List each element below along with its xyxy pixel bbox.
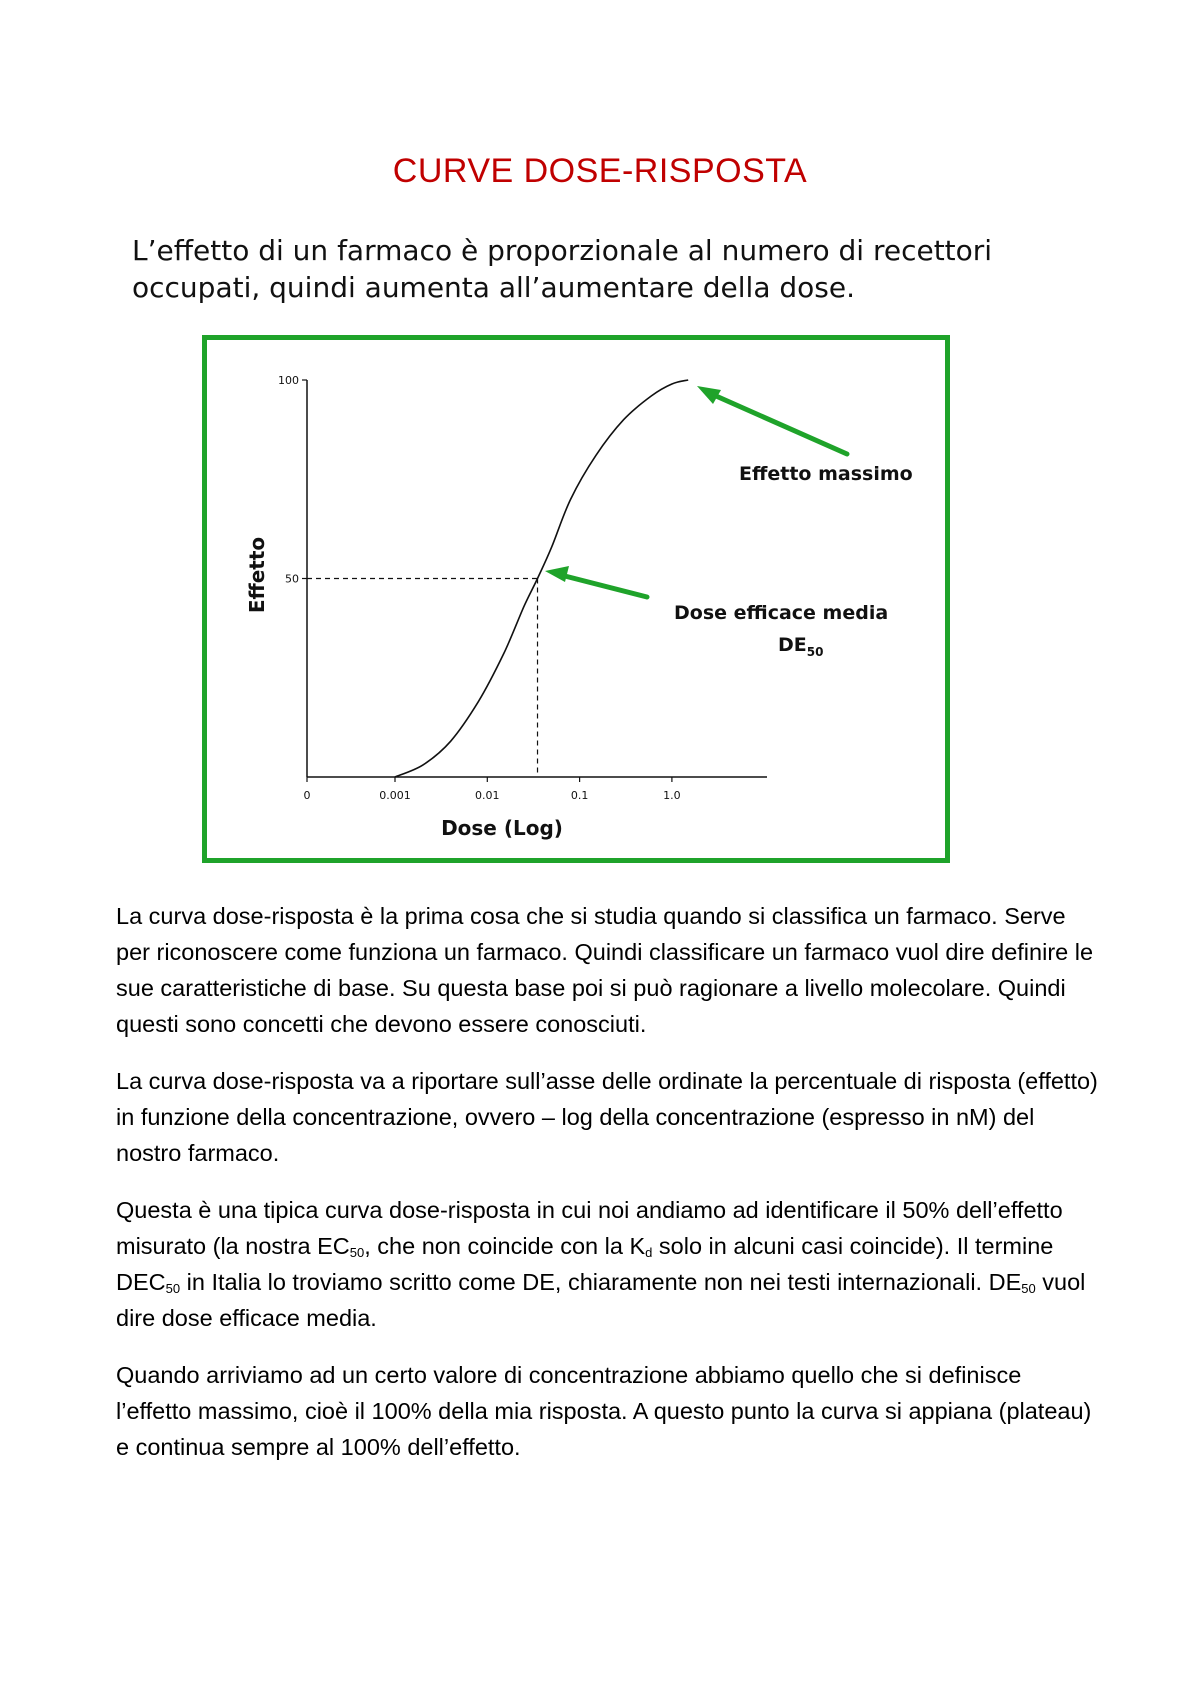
x-tick-label: 1.0 — [663, 789, 681, 802]
y-tick-label: 50 — [285, 572, 299, 586]
paragraph-3: Questa è una tipica curva dose-risposta in cui noi andiamo ad identificare il 50% dell’effetto misurato (la nostra $EC_{50}$, che non coincide con la $K_d$ solo in alcuni casi coincide). Il termine $DEC_{50}$ in Italia lo troviamo scritto come DE, chiaramente non nei testi internazionali. $DE_{50}$ vuol dire dose efficace media. — [116, 1197, 1086, 1331]
page-title: CURVE DOSE-RISPOSTA — [392, 152, 808, 190]
x-axis-label: Dose (Log) — [441, 816, 563, 840]
x-tick-label: 0.1 — [570, 789, 589, 802]
arrow-ed50 — [545, 566, 647, 597]
dose-response-curve — [395, 380, 688, 777]
annotation-effetto-massimo: Effetto massimo — [739, 463, 913, 485]
chart-frame — [202, 335, 950, 863]
body-text — [116, 898, 1100, 1486]
y-axis-label: Effetto — [245, 536, 269, 614]
annotation-de50: $DE_{50}$ — [778, 634, 824, 659]
annotation-dose-efficace-media: Dose efficace media — [674, 602, 889, 624]
paragraph-2: La curva dose-risposta va a riportare sull’asse delle ordinate la percentuale di risposta (effetto) in funzione della concentrazione, ovvero – log della concentrazione (espresso in nM) del nostro farmaco. — [116, 1068, 1098, 1166]
paragraph-4: Quando arriviamo ad un certo valore di concentrazione abbiamo quello che si definisce l’effetto massimo, cioè il 100% della mia risposta. A questo punto la curva si appiana (plateau) e continua sempre al 100% dell’effetto. — [116, 1362, 1092, 1460]
x-tick-label: 0.01 — [475, 789, 500, 802]
y-tick-label: 100 — [278, 374, 299, 387]
arrow-max-effect — [697, 386, 847, 454]
dose-response-chart — [207, 340, 945, 858]
x-tick-label: 0 — [303, 789, 311, 802]
x-tick-label: 0.001 — [379, 789, 411, 802]
paragraph-1: La curva dose-risposta è la prima cosa che si studia quando si classifica un farmaco. Serve per riconoscere come funziona un farmaco. Quindi classificare un farmaco vuol dire definire le sue caratteristiche di base. Su questa base poi si può ragionare a livello molecolare. Quindi questi sono concetti che devono essere conosciuti. — [116, 903, 1094, 1037]
intro-text: L’effetto di un farmaco è proporzionale al numero di recettori occupati, quindi aumenta all’aumentare della dose. — [132, 234, 993, 304]
